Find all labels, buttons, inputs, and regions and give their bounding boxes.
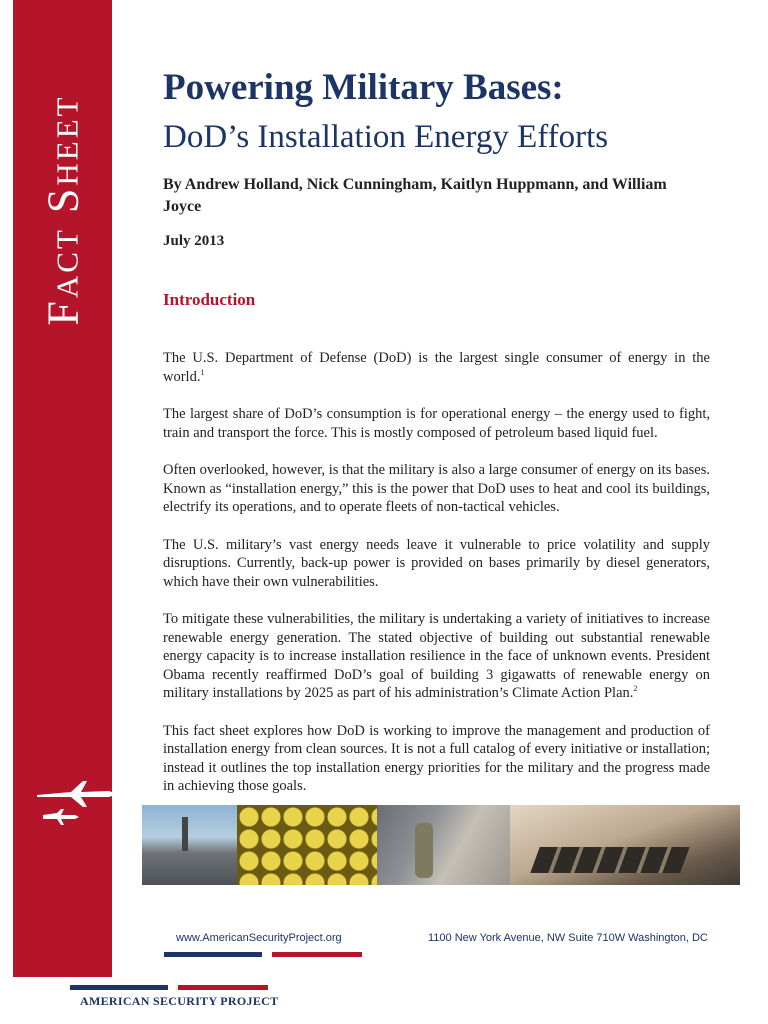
fact-sheet-sidebar: [13, 0, 112, 977]
paragraph: [163, 610, 710, 703]
fighter-jet-icon: [31, 775, 119, 835]
organization-logo-text: AMERICAN SECURITY PROJECT: [80, 994, 279, 1008]
section-heading-introduction: Introduction: [163, 290, 256, 309]
logo-divider: [70, 985, 268, 990]
paragraph: This fact sheet explores how DoD is working to improve the management and production of installation energy from clean sources. It is not a full catalog of every initiative or installation; instead it outlines the top installation energy priorities for the military and the progress made in achieving those goals.: [163, 722, 710, 794]
authors-line: By Andrew Holland, Nick Cunningham, Kaitlyn Huppmann, and William Joyce: [163, 176, 667, 215]
website-link[interactable]: www.AmericanSecurityProject.org: [176, 932, 342, 944]
footer-divider: [164, 952, 362, 957]
page-subtitle: DoD’s Installation Energy Efforts: [163, 119, 609, 155]
divider-red: [178, 985, 268, 990]
body-text: [163, 349, 710, 815]
page-title: Powering Military Bases:: [163, 67, 564, 108]
paragraph: [163, 349, 710, 386]
paragraph: Often overlooked, however, is that the military is also a large consumer of energy on its bases. Known as “installation energy,” this is the power that DoD uses to heat and cool its buildings, electrify its operations, and to operate fleets of non-tactical vehicles.: [163, 462, 710, 515]
fuel-barrels-photo: [237, 805, 377, 885]
divider-blue: [70, 985, 168, 990]
star-icon: [168, 985, 178, 990]
divider-red: [272, 952, 362, 957]
publication-date: July 2013: [163, 233, 225, 249]
paragraph-text: The U.S. Department of Defense (DoD) is the largest single consumer of energy in the world.: [163, 350, 710, 385]
footnote-ref: 2: [633, 684, 638, 694]
paragraph: The U.S. military’s vast energy needs leave it vulnerable to price volatility and supply disruptions. Currently, back-up power is provided on bases primarily by diesel generators, which have their own vulnerabilities.: [163, 536, 710, 590]
divider-blue: [164, 952, 262, 957]
paragraph: The largest share of DoD’s consumption is for operational energy – the energy used to fight, train and transport the force. This is mostly composed of petroleum based liquid fuel.: [163, 406, 710, 441]
footer-address: 1100 New York Avenue, NW Suite 710W Washington, DC: [428, 932, 708, 944]
solar-panels-photo: [510, 805, 740, 885]
photo-strip: [142, 805, 740, 885]
paragraph-text: To mitigate these vulnerabilities, the military is undertaking a variety of initiatives to increase renewable energy generation. The stated objective of building out substantial renewable energy capacity is to increase installation resilience in the face of unknown events. President Obama recently reaffirmed DoD’s goal of building 3 gigawatts of renewable energy on military installations by 2025 as part of his administration’s Climate Action Plan.: [163, 611, 710, 701]
footnote-ref: 1: [200, 367, 205, 377]
aircraft-carrier-photo: [142, 805, 237, 885]
sidebar-label: Fact Sheet: [38, 94, 87, 326]
soldier-refueling-photo: [377, 805, 510, 885]
star-icon: [262, 952, 272, 957]
